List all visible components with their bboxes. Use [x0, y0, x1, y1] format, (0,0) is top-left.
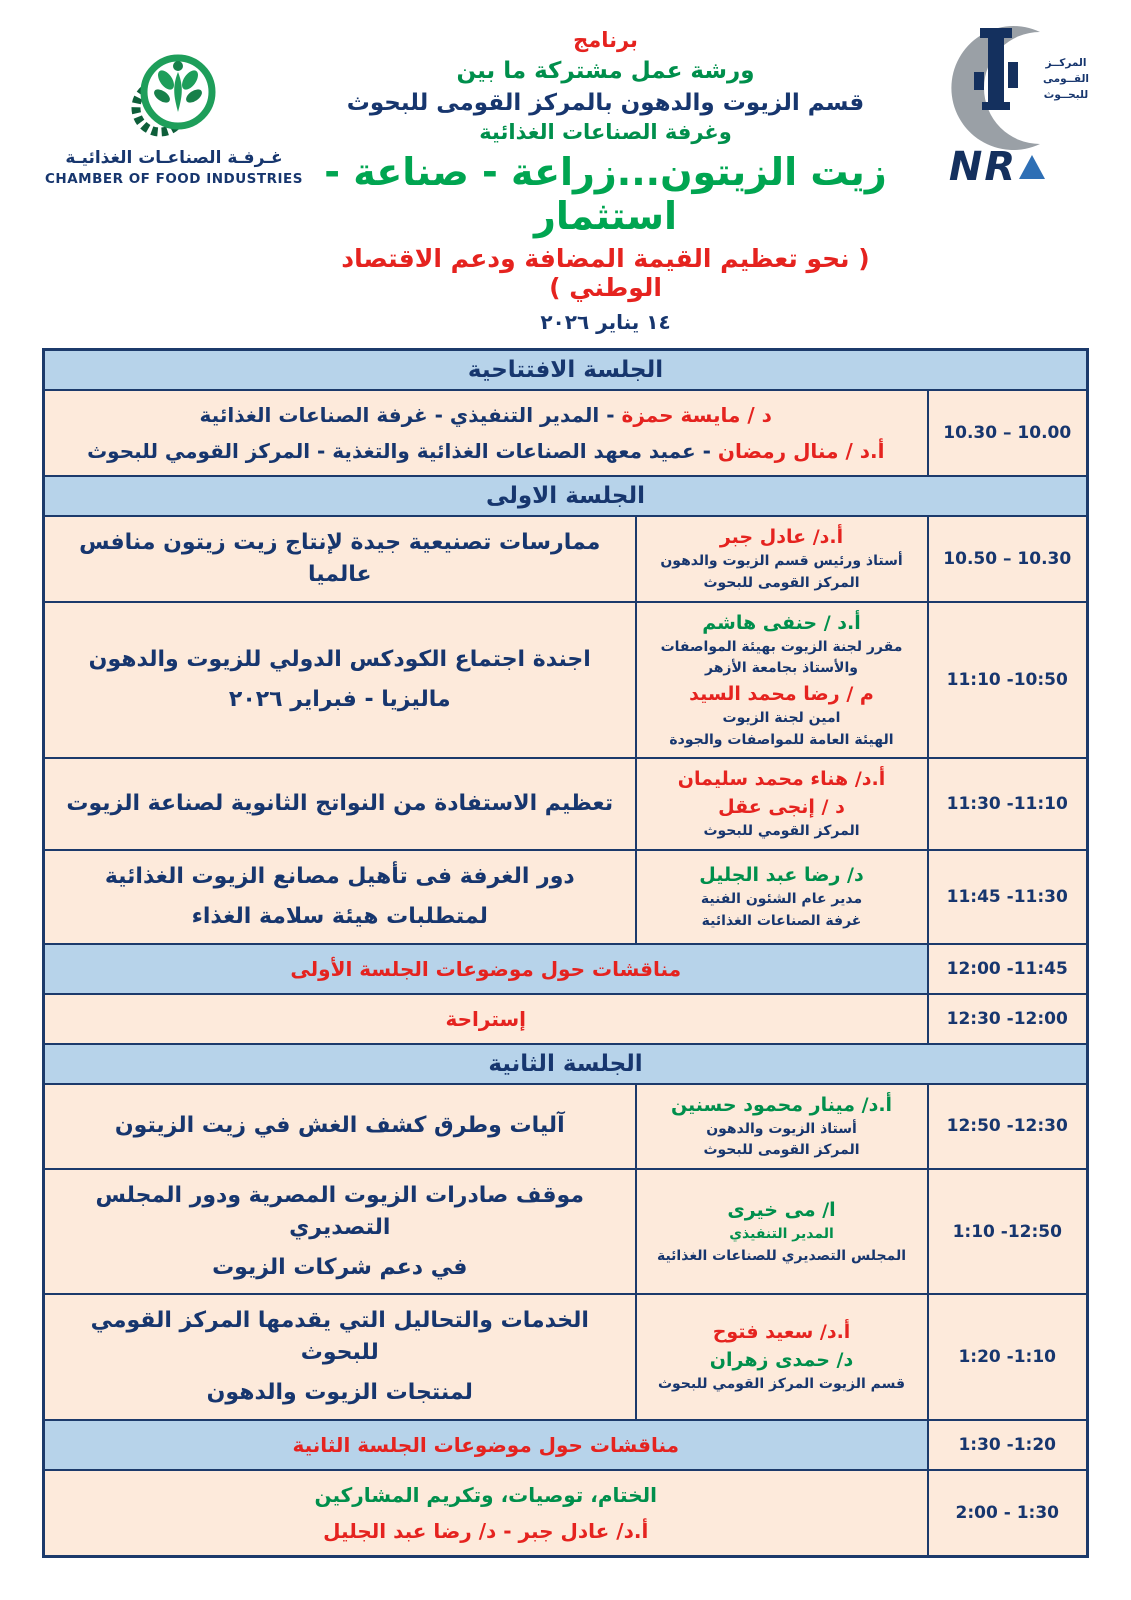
banner-text: أ.د/ عادل جبر - د/ رضا عبد الجليل	[323, 1519, 649, 1544]
nrc-name-arabic: المركــز القــومى للبحــوث	[1043, 57, 1089, 101]
speaker-name: أ.د/ عادل جبر	[719, 526, 844, 549]
schedule-row-item	[44, 850, 1088, 944]
schedule-body	[44, 350, 1088, 1557]
schedule-row-banner	[44, 994, 1088, 1044]
banner-cell	[44, 944, 928, 994]
schedule-row-section	[44, 350, 1088, 391]
schedule-row-section	[44, 1044, 1088, 1084]
speaker-affiliation: المجلس التصديري للصناعات الغذائية	[656, 1247, 907, 1264]
topic-line: تعظيم الاستفادة من النواتج الثانوية لصناعة الزيوت	[66, 791, 614, 816]
schedule-row-item	[44, 516, 1088, 602]
time-cell: 1:30 -1:20	[928, 1420, 1088, 1470]
topic-cell	[44, 1294, 636, 1420]
speaker-name: أ.د/ سعيد فتوح	[712, 1321, 851, 1344]
speaker-name: د/ حمدى زهران	[709, 1349, 854, 1372]
schedule-row-banner	[44, 1420, 1088, 1470]
chamber-name-english: CHAMBER OF FOOD INDUSTRIES	[45, 171, 303, 187]
session-header: الجلسة الثانية	[44, 1044, 1088, 1084]
speaker-affiliation: مقرر لجنة الزيوت بهيئة المواصفات	[660, 638, 903, 655]
topic-line: ماليزيا - فبراير ٢٠٢٦	[228, 686, 451, 712]
speaker-name: أ.د / حنفى هاشم	[702, 611, 861, 634]
banner-text: إستراحة	[445, 1006, 527, 1031]
time-cell: 12:00 -11:45	[928, 944, 1088, 994]
page-header	[0, 14, 1131, 338]
workshop-line: ورشة عمل مشتركة ما بين	[456, 58, 755, 84]
banner-cell	[44, 1420, 928, 1470]
banner-text: مناقشات حول موضوعات الجلسة الثانية	[292, 1433, 680, 1458]
program-label: برنامج	[573, 28, 638, 52]
session-header: الجلسة الاولى	[44, 476, 1088, 516]
nrc-acronym	[887, 144, 1107, 190]
speaker-affiliation: الهيئة العامة للمواصفات والجودة	[669, 731, 894, 748]
chamber-logo	[24, 20, 324, 187]
time-cell: 11:45 -11:30	[928, 850, 1088, 944]
time-cell: 12:30 -12:00	[928, 994, 1088, 1044]
topic-line: لمتطلبات هيئة سلامة الغذاء	[191, 903, 488, 929]
topic-line: دور الغرفة فى تأهيل مصانع الزيوت الغذائية	[104, 863, 575, 889]
banner-text: الختام، توصيات، وتكريم المشاركين	[314, 1483, 657, 1508]
speaker-affiliation: مدير عام الشئون الفنية	[700, 891, 863, 908]
session-header: الجلسة الافتتاحية	[44, 350, 1088, 391]
speakers-cell	[636, 850, 928, 944]
banner-text: - عميد معهد الصناعات الغذائية والتغذية - المركز القومي للبحوث	[87, 439, 718, 463]
speaker-affiliation: والأستاذ بجامعة الأزهر	[705, 660, 858, 677]
banner-line	[55, 1427, 917, 1463]
nrc-logo	[887, 20, 1107, 190]
topic-cell	[44, 758, 636, 850]
time-cell: 1:20 -1:10	[928, 1294, 1088, 1420]
subtitle: ( نحو تعظيم القيمة المضافة ودعم الاقتصاد الوطني )	[341, 244, 870, 302]
nrc-acronym-text: NR	[948, 144, 1018, 190]
topic-cell	[44, 602, 636, 758]
topic-line: الخدمات والتحاليل التي يقدمها المركز القومي للبحوث	[90, 1308, 589, 1366]
topic-line: لمنتجات الزيوت والدهون	[206, 1380, 473, 1406]
speakers-cell	[636, 602, 928, 758]
schedule-row-item	[44, 602, 1088, 758]
schedule-row-item	[44, 1294, 1088, 1420]
banner-text: - المدير التنفيذي - غرفة الصناعات الغذائية	[199, 403, 622, 427]
speaker-affiliation: غرفة الصناعات الغذائية	[701, 912, 862, 929]
schedule-row-banner	[44, 390, 1088, 476]
main-title: زيت الزيتون...زراعة - صناعة - استثمار	[324, 150, 887, 238]
topic-cell	[44, 1169, 636, 1295]
schedule-row-banner	[44, 1470, 1088, 1557]
banner-line	[55, 1477, 917, 1513]
chamber-logo-icon	[122, 42, 226, 142]
topic-line: موقف صادرات الزيوت المصرية ودور المجلس التصديري	[95, 1182, 584, 1240]
speakers-cell	[636, 1169, 928, 1295]
title-block	[324, 20, 887, 334]
speaker-affiliation: قسم الزيوت المركز القومي للبحوث	[657, 1376, 906, 1393]
speaker-affiliation: امين لجنة الزيوت	[722, 709, 841, 726]
banner-line	[55, 397, 917, 433]
banner-text: مناقشات حول موضوعات الجلسة الأولى	[290, 956, 682, 981]
banner-line	[55, 1513, 917, 1549]
speaker-affiliation: المركز القومى للبحوث	[703, 1142, 860, 1159]
speaker-affiliation: المدير التنفيذي	[729, 1225, 834, 1242]
speaker-name: أ.د/ هناء محمد سليمان	[677, 768, 886, 791]
topic-cell	[44, 850, 636, 944]
time-cell: 10.30 – 10.00	[928, 390, 1088, 476]
banner-cell	[44, 390, 928, 476]
topic-line: اجندة اجتماع الكودكس الدولي للزيوت والدهون	[88, 647, 591, 673]
speakers-cell	[636, 1294, 928, 1420]
banner-line	[55, 1001, 917, 1037]
topic-line: ممارسات تصنيعية جيدة لإنتاج زيت زيتون منافس عالميا	[79, 530, 601, 587]
time-cell: 12:50 -12:30	[928, 1084, 1088, 1169]
schedule-table	[42, 348, 1089, 1558]
schedule-row-banner	[44, 944, 1088, 994]
time-cell: 1:10 -12:50	[928, 1169, 1088, 1295]
organizer-line-1: قسم الزيوت والدهون بالمركز القومى للبحوث	[346, 90, 865, 116]
speakers-cell	[636, 758, 928, 850]
time-cell: 11:10 -10:50	[928, 602, 1088, 758]
speakers-cell	[636, 516, 928, 602]
nrc-triangle-icon	[1019, 155, 1045, 179]
banner-cell	[44, 994, 928, 1044]
banner-cell	[44, 1470, 928, 1557]
speaker-name: م / رضا محمد السيد	[689, 682, 874, 705]
topic-cell	[44, 1084, 636, 1169]
schedule-row-section	[44, 476, 1088, 516]
event-date: ١٤ يناير ٢٠٢٦	[540, 310, 671, 334]
speaker-name: أ.د/ مينار محمود حسنين	[670, 1093, 893, 1116]
schedule-row-item	[44, 758, 1088, 850]
banner-text: د / مايسة حمزة	[621, 403, 772, 427]
organizer-line-2: وغرفة الصناعات الغذائية	[479, 120, 732, 144]
speaker-name: د / إنجى عقل	[718, 796, 845, 819]
topic-cell	[44, 516, 636, 602]
time-cell: 10.50 – 10.30	[928, 516, 1088, 602]
topic-line: آليات وطرق كشف الغش في زيت الزيتون	[114, 1113, 565, 1139]
banner-line	[55, 951, 917, 987]
speaker-affiliation: أستاذ الزيوت والدهون	[706, 1120, 857, 1137]
time-cell: 11:30 -11:10	[928, 758, 1088, 850]
topic-line: في دعم شركات الزيوت	[212, 1254, 468, 1280]
speaker-affiliation: المركز القومي للبحوث	[703, 823, 860, 840]
speaker-affiliation: المركز القومى للبحوث	[703, 574, 860, 591]
schedule-row-item	[44, 1169, 1088, 1295]
banner-text: أ.د / منال رمضان	[717, 439, 885, 463]
chamber-name-arabic: غـرفـة الصناعـات الغذائيـة	[65, 148, 283, 168]
speaker-name: د/ رضا عبد الجليل	[699, 864, 864, 887]
speaker-affiliation: أستاذ ورئيس قسم الزيوت والدهون	[660, 553, 903, 570]
schedule-row-item	[44, 1084, 1088, 1169]
speaker-name: ا/ مى خيرى	[727, 1198, 836, 1221]
speakers-cell	[636, 1084, 928, 1169]
time-cell: 2:00 - 1:30	[928, 1470, 1088, 1557]
banner-line	[55, 433, 917, 469]
